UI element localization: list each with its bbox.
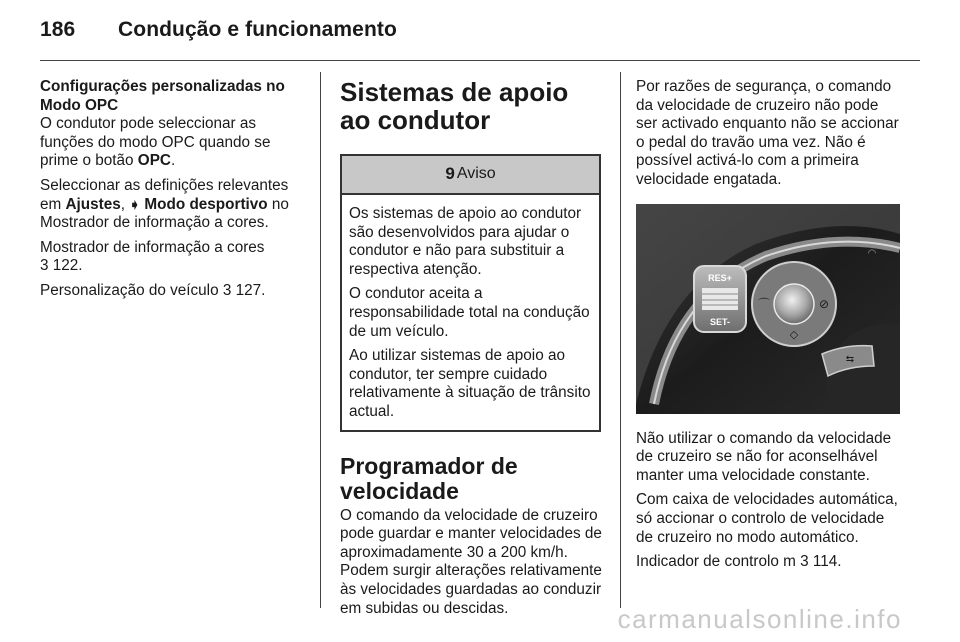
warning-body <box>342 195 599 430</box>
section-title: Condução e funcionamento <box>118 18 397 41</box>
column-divider-2 <box>620 72 621 608</box>
warning-paragraph: O condutor aceita a responsabilidade total na condução de um veículo. <box>349 285 590 340</box>
warning-paragraph: Ao utilizar sistemas de apoio ao condutor, ter sempre cuidado relativamente à situação de trânsito actual. <box>349 347 591 420</box>
paragraph-opc-button: O condutor pode seleccionar as funções do modo OPC quando se prime o botão OPC. <box>40 115 271 170</box>
set-label: SET- <box>709 316 731 327</box>
page-ref-link[interactable]: 3 114. <box>795 553 842 571</box>
upper-button-icon: ◠ <box>867 247 877 259</box>
steering-wheel-controls-photo <box>636 204 900 414</box>
warning-box <box>340 154 601 432</box>
res-label: RES+ <box>708 272 732 283</box>
subheading-opc: Configurações personalizadas no Modo OPC <box>40 78 285 114</box>
column-1 <box>40 78 305 307</box>
distance-icon: ⇆ <box>845 353 855 365</box>
paragraph-cruise-intro: O comando da velocidade de cruzeiro pode guardar e manter velocidades de aproximadamente 30 a 200 km/h. Podem surgir alterações relativamente às velocidades guardadas ao conduzir em subidas ou descidas. <box>340 506 602 617</box>
paragraph-indicator: Indicador de controlo m 3 114. <box>636 553 842 571</box>
column-divider-1 <box>320 72 321 608</box>
page-number: 186 <box>40 18 76 41</box>
paragraph-settings: Seleccionar as definições relevantes em Ajustes, ➧ Modo desportivo no Mostrador de informação a cores. <box>40 176 289 232</box>
page-ref-link[interactable]: 3 122. <box>40 257 83 275</box>
page-header <box>40 18 397 42</box>
heading-cruise-control: Programador de velocidade <box>340 452 518 504</box>
cruise-off-icon: ⊘ <box>818 296 830 311</box>
paragraph-automatic: Com caixa de velocidades automática, só accionar o controlo de velocidade de cruzeiro no modo automático. <box>636 491 898 546</box>
warning-icon: 9 <box>445 164 455 184</box>
watermark: carmanualsonline.info <box>617 604 902 634</box>
warning-paragraph: Os sistemas de apoio ao condutor são desenvolvidos para ajudar o condutor e não para substituir a respectiva atenção. <box>349 205 582 278</box>
paragraph-safety: Por razões de segurança, o comando da velocidade de cruzeiro não pode ser activado enquanto não se accionar o pedal do travão uma vez. Não é possível activá-lo com a primeira velocidade engatada. <box>636 78 899 188</box>
center-knob <box>774 284 814 324</box>
column-3 <box>636 78 902 578</box>
header-rule <box>40 60 920 61</box>
warning-header <box>342 156 599 195</box>
page-ref-link[interactable]: 3 127. <box>222 281 266 299</box>
control-indicator-icon: m <box>783 553 796 571</box>
paragraph-personalization: Personalização do veículo 3 127. <box>40 281 266 299</box>
cruise-on-icon: ⌒ <box>757 296 771 311</box>
warning-title: Aviso <box>456 165 496 183</box>
column-2 <box>340 78 602 624</box>
lower-icon: ◇ <box>789 328 799 341</box>
arrow-icon: ➧ <box>129 196 141 212</box>
paragraph-display-ref: Mostrador de informação a cores 3 122. <box>40 238 265 275</box>
heading-driver-assistance: Sistemas de apoio ao condutor <box>340 77 569 135</box>
paragraph-no-use: Não utilizar o comando da velocidade de cruzeiro se não for aconselhável manter uma velocidade constante. <box>636 429 892 484</box>
